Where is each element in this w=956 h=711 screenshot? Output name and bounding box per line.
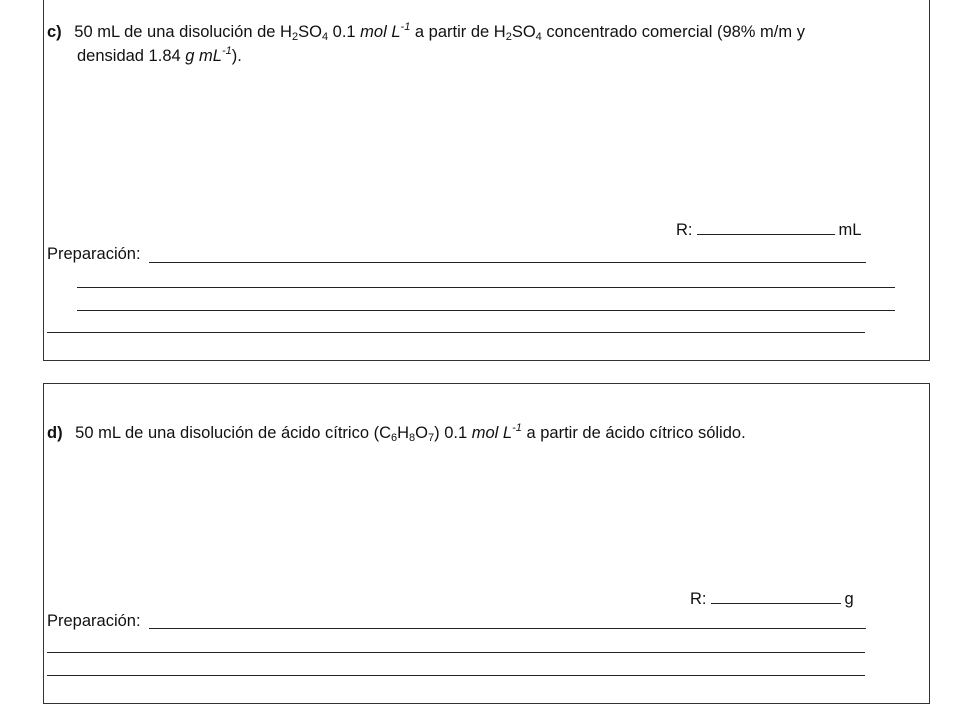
answer-d-prefix: R: [690,590,707,608]
answer-c-unit: mL [838,221,862,239]
question-c-label: c) [47,23,62,41]
answer-d [690,590,854,609]
preparation-c-line-4[interactable] [47,332,865,333]
question-d: d) 50 mL de una disolución de ácido cítrico $(C_6H_8O_7)$ 0.1 mol $L^{-1}$ a partir de ácido cítrico sólido. [47,422,746,444]
preparation-c-line-3[interactable] [77,310,895,311]
question-c: c) 50 mL de una disolución de $H_2SO_4$ 0.1 mol $L^{-1}$ a partir de $H_2SO_4$ concentrado comercial (98% m/m y [47,21,805,43]
preparation-d-line-1[interactable] [149,628,866,629]
answer-c-blank[interactable] [697,234,835,235]
preparation-c-line-1[interactable] [149,262,866,263]
answer-d-blank[interactable] [711,603,841,604]
question-d-label: d) [47,424,63,442]
preparation-d-line-3[interactable] [47,675,865,676]
preparation-d-line-2[interactable] [47,652,865,653]
question-c-line-2: densidad 1.84 g $mL^{-1}$). [77,45,242,65]
answer-c [676,221,861,240]
answer-c-prefix: R: [676,221,693,239]
answer-d-unit: g [844,590,854,608]
preparation-c-line-2[interactable] [77,287,895,288]
preparation-c-label: Preparación: [47,245,141,263]
preparation-d-label: Preparación: [47,612,141,630]
